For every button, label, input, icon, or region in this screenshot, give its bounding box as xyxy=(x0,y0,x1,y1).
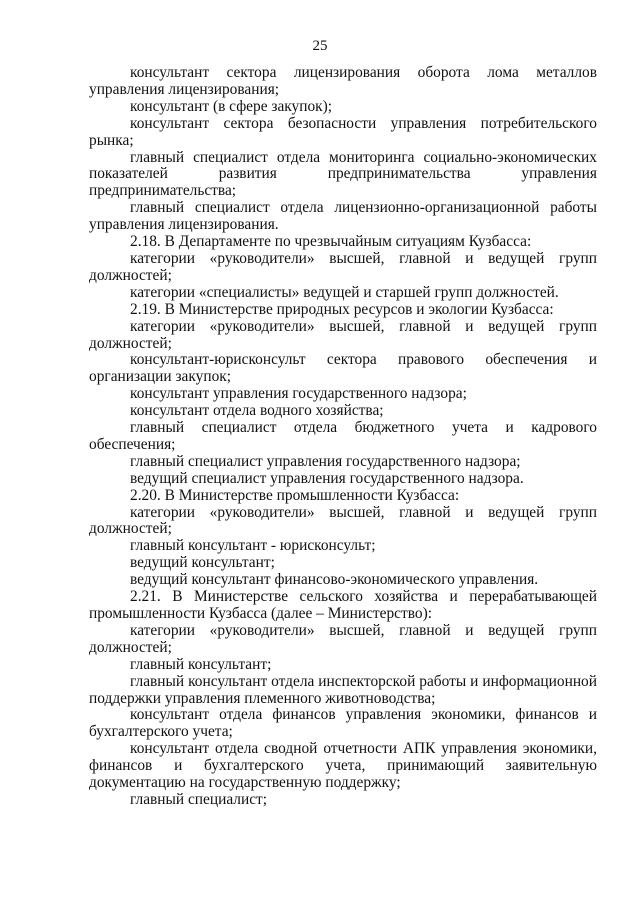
paragraph: категории «специалисты» ведущей и старшей групп должностей. xyxy=(130,283,559,301)
paragraph: консультант управления государственного надзора; xyxy=(130,385,467,403)
paragraph: главный специалист отдела мониторинга социально-экономических показателей развития предпринимательства управления предпринимательства; xyxy=(89,148,597,200)
paragraph: главный специалист отдела лицензионно-организационной работы управления лицензирования. xyxy=(89,199,597,234)
section-heading-2-18: 2.18. В Департаменте по чрезвычайным ситуациям Кузбасса: xyxy=(130,233,532,251)
paragraph: ведущий консультант финансово-экономического управления. xyxy=(130,571,539,589)
paragraph: консультант (в сфере закупок); xyxy=(130,97,333,115)
paragraph: главный специалист; xyxy=(130,790,268,808)
paragraph: категории «руководители» высшей, главной и ведущей групп должностей; xyxy=(89,317,597,352)
paragraph: главный специалист отдела бюджетного учета и кадрового обеспечения; xyxy=(89,419,597,453)
paragraph: консультант сектора лицензирования оборота лома металлов управления лицензирования; xyxy=(89,64,597,98)
paragraph: главный консультант отдела инспекторской работы и информационной поддержки управления племенного животноводства; xyxy=(89,672,597,707)
paragraph: консультант отдела сводной отчетности АПК управления экономики, финансов и бухгалтерского учета, принимающий заявительную документацию на государственную поддержку; xyxy=(89,740,597,792)
paragraph: консультант-юрисконсульт сектора правового обеспечения и организации закупок; xyxy=(89,351,597,386)
section-heading-2-19: 2.19. В Министерстве природных ресурсов и экологии Кузбасса: xyxy=(130,300,554,318)
paragraph: главный консультант - юрисконсульт; xyxy=(130,537,376,555)
paragraph: консультант отдела водного хозяйства; xyxy=(130,402,384,420)
paragraph: категории «руководители» высшей, главной и ведущей групп должностей; xyxy=(89,503,597,538)
paragraph: ведущий консультант; xyxy=(130,554,275,572)
document-body xyxy=(89,65,597,809)
paragraph: консультант сектора безопасности управления потребительского рынка; xyxy=(89,114,597,149)
paragraph: категории «руководители» высшей, главной и ведущей групп должностей; xyxy=(89,621,597,656)
paragraph: главный консультант; xyxy=(130,655,272,673)
section-heading-2-21: 2.21. В Министерстве сельского хозяйства и перерабатывающей промышленности Кузбасса (далее – Министерство): xyxy=(89,588,597,622)
paragraph: категории «руководители» высшей, главной и ведущей групп должностей; xyxy=(89,249,597,284)
paragraph: ведущий специалист управления государственного надзора. xyxy=(130,469,524,487)
paragraph: главный специалист управления государственного надзора; xyxy=(130,452,521,470)
section-heading-2-20: 2.20. В Министерстве промышленности Кузбасса: xyxy=(130,486,460,504)
page-number: 25 xyxy=(312,38,328,54)
paragraph: консультант отдела финансов управления экономики, финансов и бухгалтерского учета; xyxy=(89,706,597,741)
